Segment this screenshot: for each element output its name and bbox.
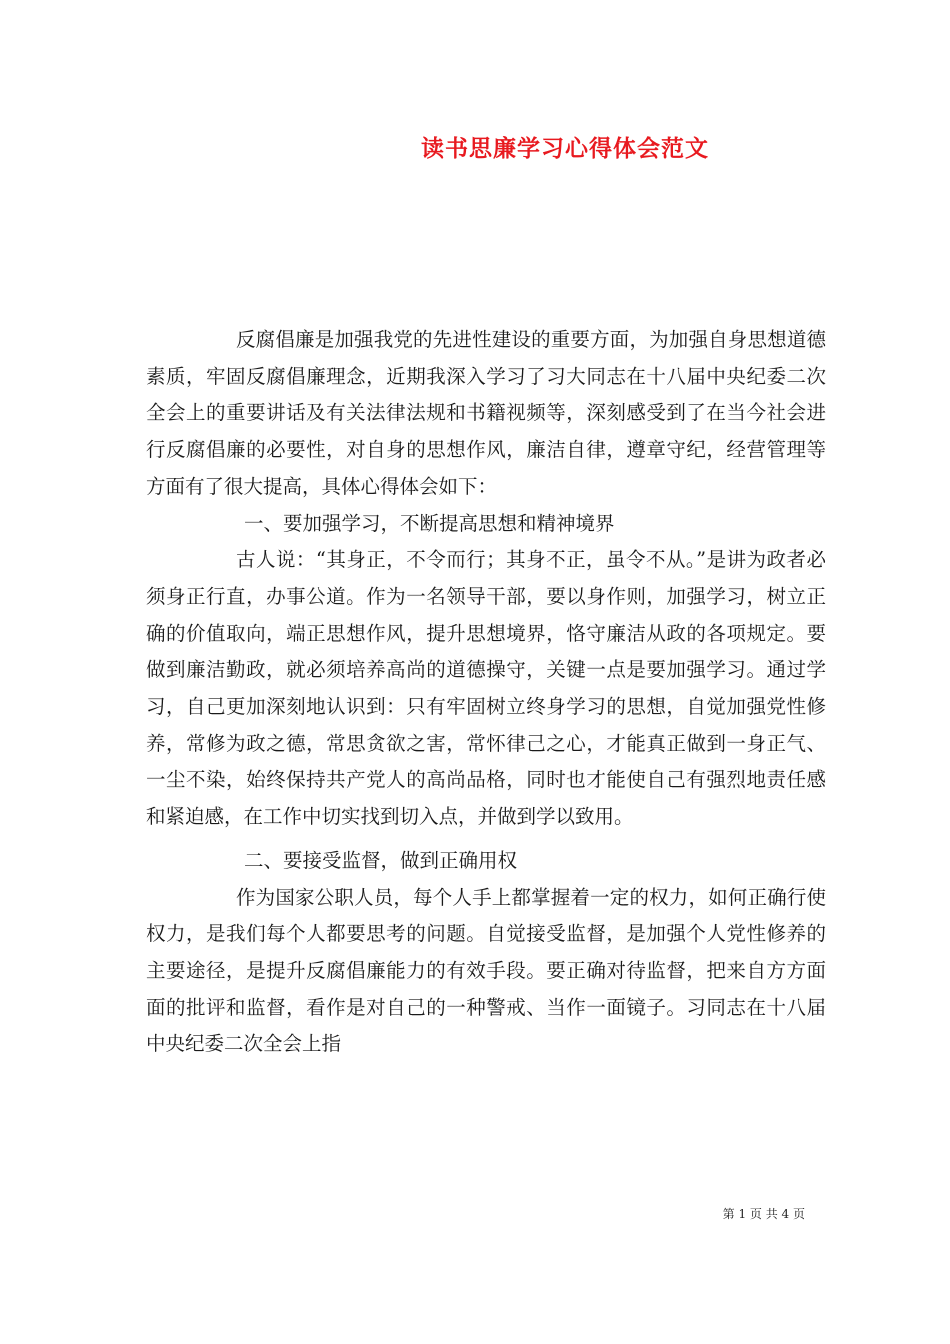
document-body <box>146 322 826 1063</box>
paragraph-section-1: 古人说：“其身正，不令而行；其身不正，虽令不从。”是讲为政者必须身正行直，办事公道。作为一名领导干部，要以身作则，加强学习，树立正确的价值取向，端正思想作风，提升思想境界，恪守廉洁从政的各项规定。要做到廉洁勤政，就必须培养高尚的道德操守，关键一点是要加强学习。通过学习，自己更加深刻地认识到：只有牢固树立终身学习的思想，自觉加强党性修养，常修为政之德，常思贪欲之害，常怀律己之心，才能真正做到一身正气、一尘不染，始终保持共产党人的高尚品格，同时也才能使自己有强烈地责任感和紧迫感，在工作中切实找到切入点，并做到学以致用。 <box>146 548 826 829</box>
section-heading-1: 一、要加强学习，不断提高思想和精神境界 <box>244 511 615 535</box>
paragraph-intro: 反腐倡廉是加强我党的先进性建设的重要方面，为加强自身思想道德素质，牢固反腐倡廉理念，近期我深入学习了习大同志在十八届中央纪委二次全会上的重要讲话及有关法律法规和书籍视频等，深刻感受到了在当今社会进行反腐倡廉的必要性，对自身的思想作风，廉洁自律，遵章守纪，经营管理等方面有了很大提高，具体心得体会如下： <box>146 328 826 498</box>
document-title: 读书思廉学习心得体会范文 <box>421 135 709 162</box>
paragraph-section-2: 作为国家公职人员，每个人手上都掌握着一定的权力，如何正确行使权力，是我们每个人都要思考的问题。自觉接受监督，是加强个人党性修养的主要途径，是提升反腐倡廉能力的有效手段。要正确对待监督，把来自方方面面的批评和监督，看作是对自己的一种警戒、当作一面镜子。习同志在十八届中央纪委二次全会上指 <box>146 885 826 1056</box>
section-heading-2: 二、要接受监督，做到正确用权 <box>244 848 518 872</box>
page-footer: 第 1 页 共 4 页 <box>722 1207 805 1221</box>
